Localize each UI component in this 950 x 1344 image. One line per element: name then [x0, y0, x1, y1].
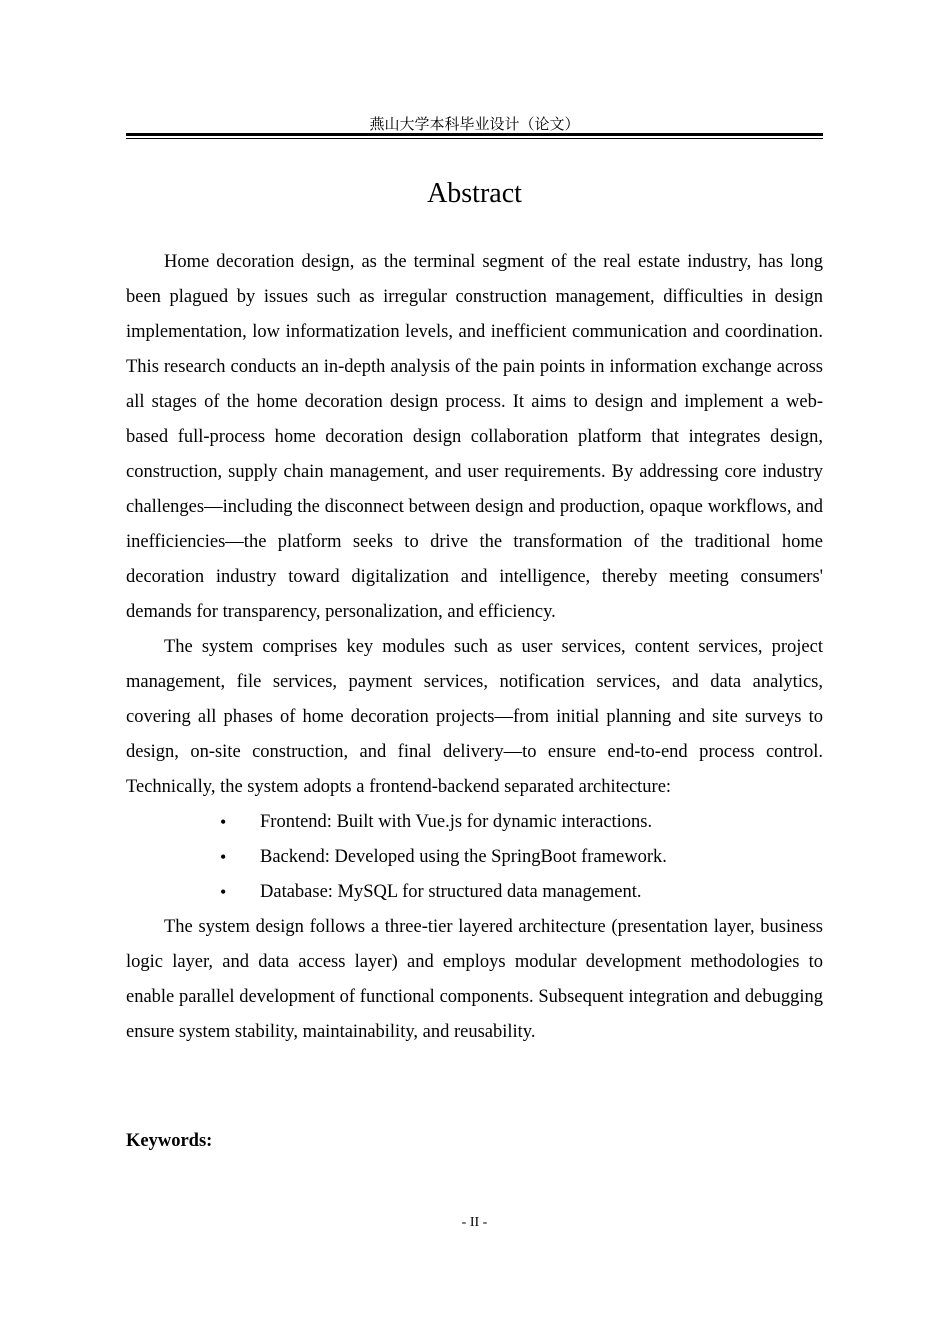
- running-header: 燕山大学本科毕业设计（论文）: [369, 115, 580, 133]
- list-item: [126, 875, 823, 910]
- bullet-icon: •: [220, 847, 227, 867]
- abstract-paragraph-3: The system design follows a three-tier layered architecture (presentation layer, business logic layer, and data access layer) and employs modular development methodologies to enable parallel development of functional components. Subsequent integration and debugging ensure system stability, maintainability, and reusability.: [126, 917, 823, 1042]
- header-rule-thin: [126, 138, 823, 139]
- abstract-paragraph-2: The system comprises key modules such as user services, content services, project management, file services, payment services, notification services, and data analytics, covering all phases of home decoration projects—from initial planning and site surveys to design, on-site construction, and final delivery—to ensure end-to-end process control. Technically, the system adopts a frontend-backend separated architecture:: [126, 637, 823, 797]
- abstract-body: [126, 245, 823, 1050]
- header-rule-thick: [126, 133, 823, 136]
- page-number: - II -: [461, 1215, 488, 1230]
- list-item-text: Backend: Developed using the SpringBoot framework.: [260, 847, 667, 867]
- bullet-icon: •: [220, 812, 227, 832]
- architecture-list: [126, 805, 823, 910]
- list-item-text: Frontend: Built with Vue.js for dynamic interactions.: [260, 812, 653, 832]
- keywords-label: Keywords:: [126, 1131, 213, 1151]
- list-item-text: Database: MySQL for structured data management.: [260, 882, 642, 902]
- list-item: [126, 840, 823, 875]
- list-item: [126, 805, 823, 840]
- bullet-icon: •: [220, 882, 227, 902]
- page-title: Abstract: [427, 178, 522, 209]
- abstract-paragraph-1: Home decoration design, as the terminal segment of the real estate industry, has long been plagued by issues such as irregular construction management, difficulties in design implementation, low informatization levels, and inefficient communication and coordination. This research conducts an in-depth analysis of the pain points in information exchange across all stages of the home decoration design process. It aims to design and implement a web-based full-process home decoration design collaboration platform that integrates design, construction, supply chain management, and user requirements. By addressing core industry challenges—including the disconnect between design and production, opaque workflows, and inefficiencies—the platform seeks to drive the transformation of the traditional home decoration industry toward digitalization and intelligence, thereby meeting consumers' demands for transparency, personalization, and efficiency.: [126, 252, 823, 622]
